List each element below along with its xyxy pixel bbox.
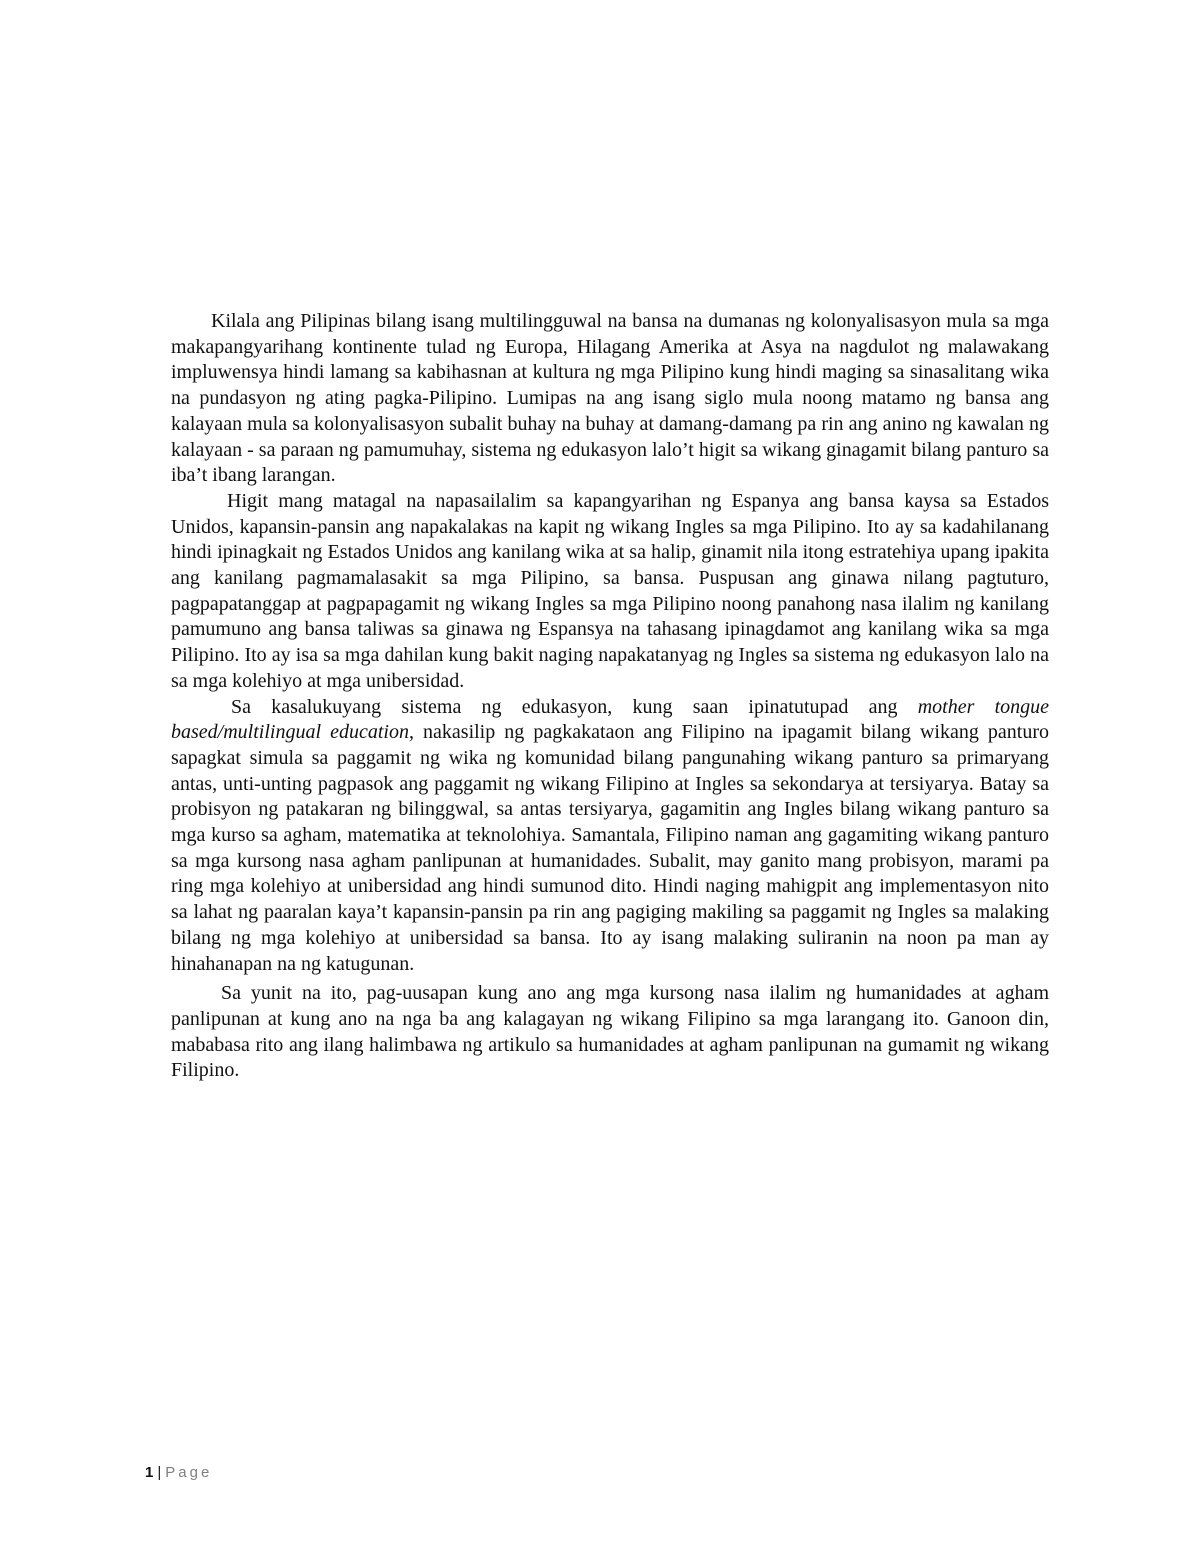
paragraph-3-text-end: , nakasilip ng pagkakataon ang Filipino na ipagamit bilang wikang panturo sapagkat simula sa paggamit ng wika ng komunidad bilang pangunahing wikang panturo sa primaryang antas, unti-unting pagpasok ang paggamit ng wikang Filipino at Ingles sa sekondarya at tersiyarya. Batay sa probisyon ng patakaran ng bilinggwal, sa antas tersiyarya, gagamitin ang Ingles bilang wikang panturo sa mga kurso sa agham, matematika at teknolohiya. Samantala, Filipino naman ang gagamiting wikang panturo sa mga kursong nasa agham panlipunan at humanidades. Subalit, may ganito mang probisyon, marami pa ring mga kolehiyo at unibersidad ang hindi sumunod dito. Hindi naging mahigpit ang implementasyon nito sa lahat ng paaralan kaya’t kapansin-pansin pa rin ang pagiging makiling sa paggamit ng Ingles sa malaking bilang ng mga kolehiyo at unibersidad sa bansa. Ito ay isang malaking suliranin na noon pa man ay hinahanapan na ng katugunan. (171, 721, 1049, 975)
footer-separator: | (157, 1464, 162, 1481)
document-body (171, 309, 1049, 1084)
page-label: Page (165, 1464, 213, 1481)
paragraph-2 (171, 489, 1049, 695)
paragraph-3 (171, 695, 1049, 978)
paragraph-3-italic-term: mother tongue based/multilingual education (171, 695, 1049, 744)
paragraph-1-text: Kilala ang Pilipinas bilang isang multilingguwal na bansa na dumanas ng kolonyalisasyon mula sa mga makapangyarihang kontinente tulad ng Europa, Hilagang Amerika at Asya na nagdulot ng malawakang impluwensya hindi lamang sa kabihasnan at kultura ng mga Pilipino kung hindi maging sa sinasalitang wika na pundasyon ng ating pagka-Pilipino. Lumipas na ang isang siglo mula noong matamo ng bansa ang kalayaan mula sa kolonyalisasyon subalit buhay na buhay at damang-damang pa rin ang anino ng kawalan ng kalayaan - sa paraan ng pamumuhay, sistema ng edukasyon lalo’t higit sa wikang ginagamit bilang panturo sa iba’t ibang larangan. (171, 310, 1049, 487)
paragraph-1 (171, 309, 1049, 489)
paragraph-4-text: Sa yunit na ito, pag-uusapan kung ano ang mga kursong nasa ilalim ng humanidades at agham panlipunan at kung ano na nga ba ang kalagayan ng wikang Filipino sa mga larangang ito. Ganoon din, mababasa rito ang ilang halimbawa ng artikulo sa humanidades at agham panlipunan na gumamit ng wikang Filipino. (171, 982, 1049, 1082)
page-footer (145, 1464, 212, 1481)
paragraph-3-text-start: Sa kasalukuyang sistema ng edukasyon, kung saan ipinatutupad ang (231, 695, 918, 718)
paragraph-4 (171, 981, 1049, 1084)
paragraph-2-text: Higit mang matagal na napasailalim sa kapangyarihan ng Espanya ang bansa kaysa sa Estados Unidos, kapansin-pansin ang napakalakas na kapit ng wikang Ingles sa mga Pilipino. Ito ay sa kadahilanang hindi ipinagkait ng Estados Unidos ang kanilang wika at sa halip, ginamit nila itong estratehiya upang ipakita ang kanilang pagmamalasakit sa mga Pilipino, sa bansa. Puspusan ang ginawa nilang pagtuturo, pagpapatanggap at pagpapagamit ng wikang Ingles sa mga Pilipino noong panahong nasa ilalim ng kanilang pamumuno ang bansa taliwas sa ginawa ng Espansya na tahasang ipinagdamot ang kanilang wika sa mga Pilipino. Ito ay isa sa mga dahilan kung bakit naging napakatanyag ng Ingles sa sistema ng edukasyon lalo na sa mga kolehiyo at mga unibersidad. (171, 489, 1049, 692)
page-number: 1 (145, 1464, 154, 1481)
